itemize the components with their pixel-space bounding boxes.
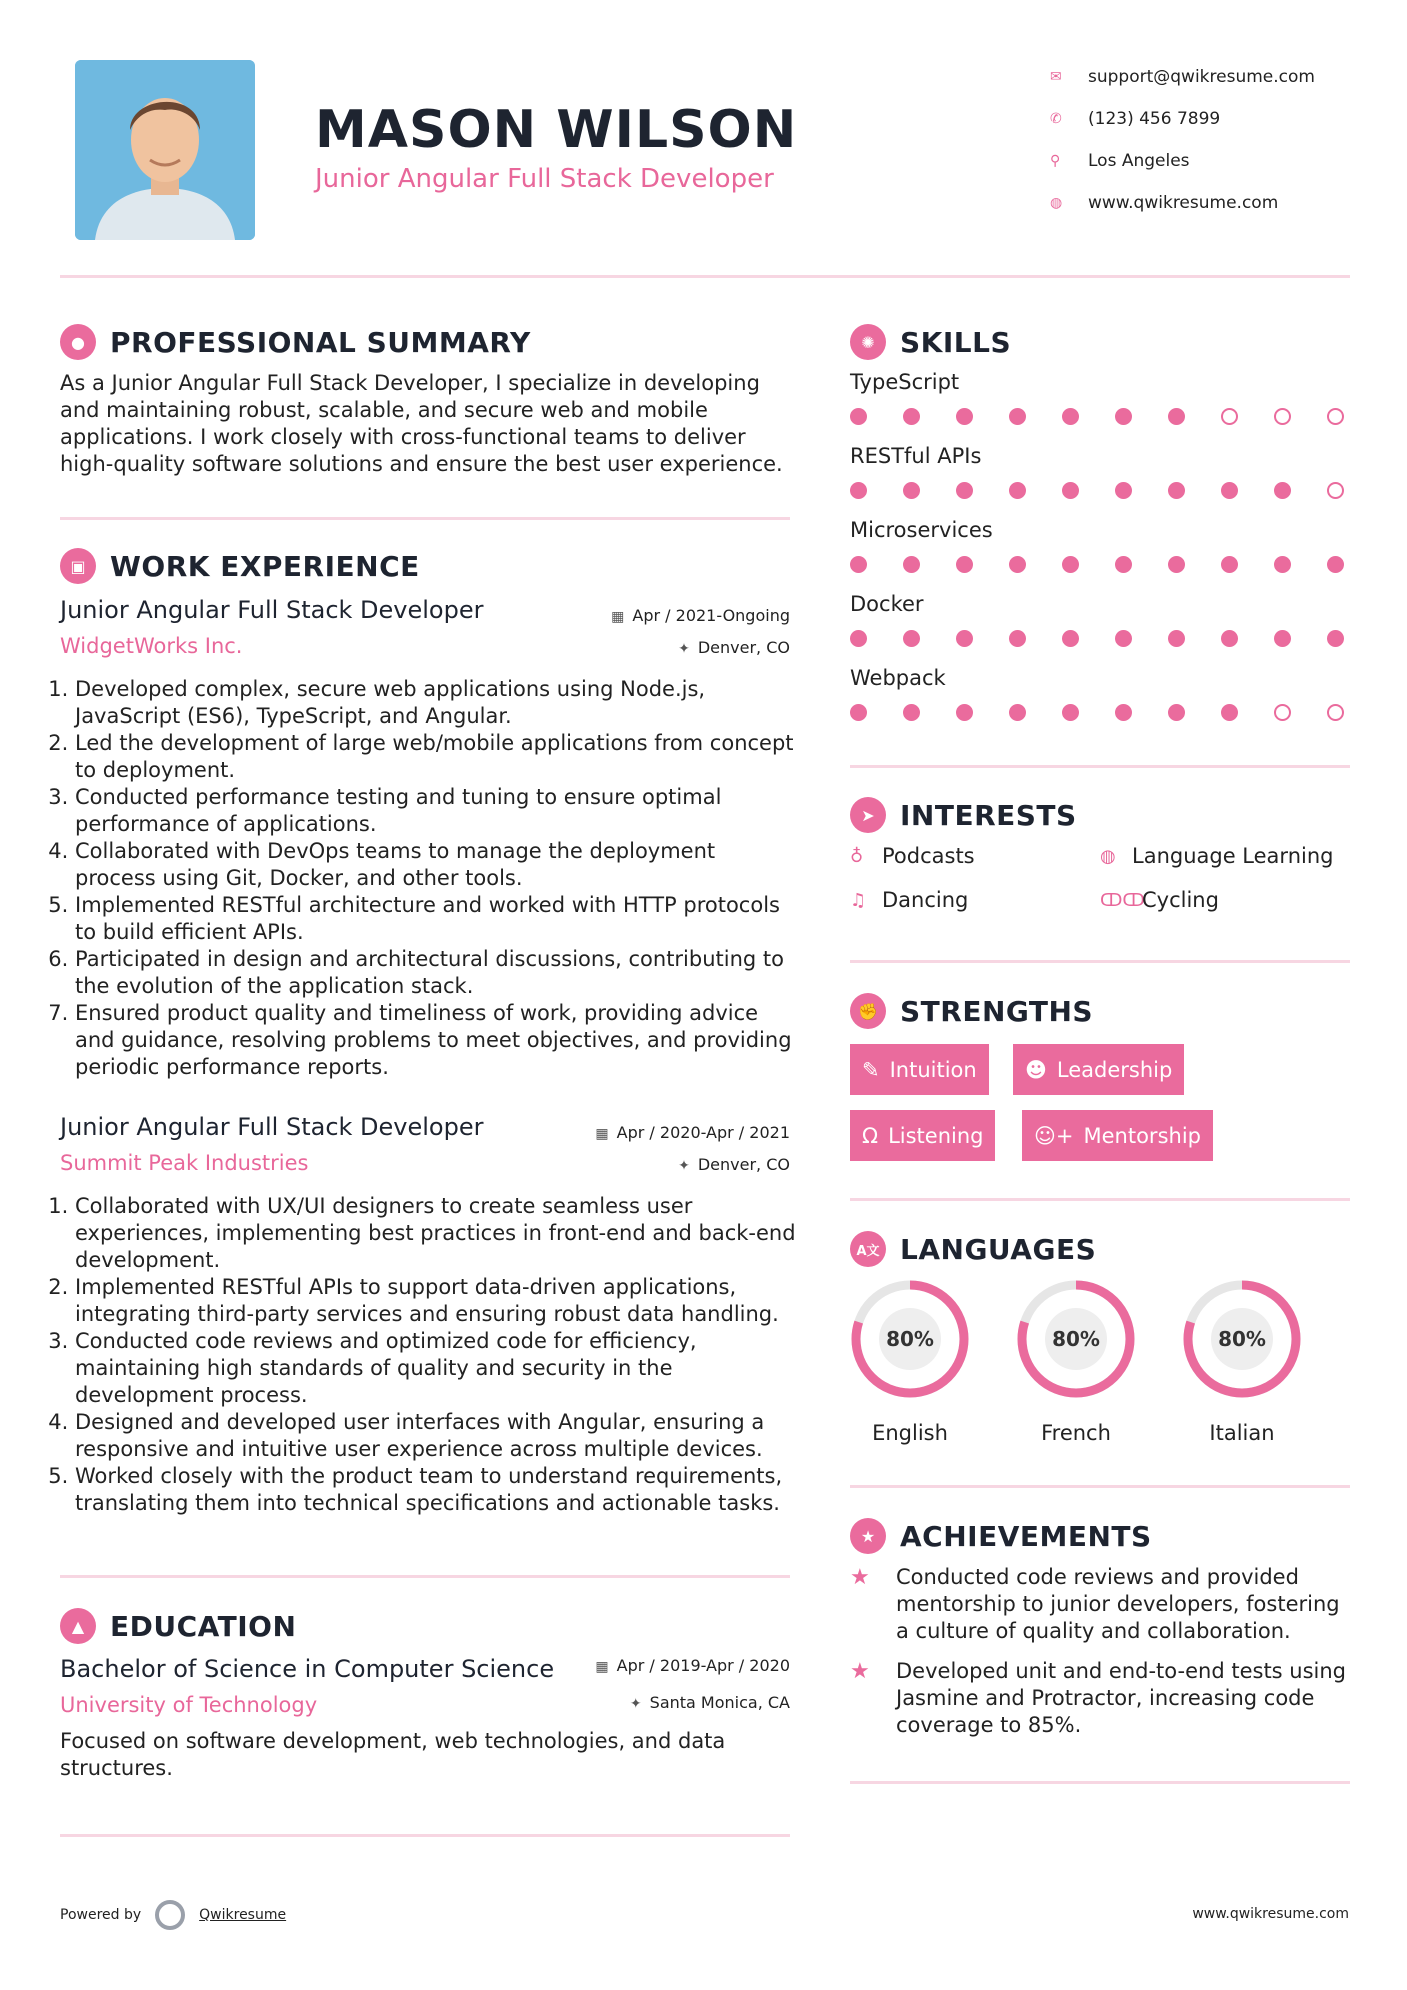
skill-dot bbox=[903, 408, 920, 425]
strength-label: Intuition bbox=[889, 1057, 977, 1082]
bicycle-icon: ↀↀ bbox=[1100, 889, 1145, 911]
contact-phone-text: (123) 456 7899 bbox=[1088, 109, 1221, 129]
contact-email-text: support@qwikresume.com bbox=[1088, 67, 1315, 87]
qwikresume-logo-icon bbox=[155, 1900, 185, 1930]
language-percent: 80% bbox=[1045, 1308, 1107, 1370]
skill-dot bbox=[1168, 408, 1185, 425]
experience-divider bbox=[60, 1575, 790, 1578]
skill-dot bbox=[1327, 408, 1344, 425]
fist-icon: ✊ bbox=[850, 993, 886, 1029]
list-item: 4. Collaborated with DevOps teams to manage the deployment process using Git, Docker, and other tools. bbox=[75, 838, 796, 892]
strength-badge bbox=[850, 1044, 989, 1095]
job-company: Summit Peak Industries bbox=[60, 1151, 309, 1175]
interest-item bbox=[1100, 888, 1219, 912]
job-location bbox=[490, 638, 790, 657]
skill-dot bbox=[1115, 556, 1132, 573]
candidate-name: MASON WILSON bbox=[315, 100, 798, 160]
job-location-text: Denver, CO bbox=[697, 1155, 790, 1174]
job-title: Junior Angular Full Stack Developer bbox=[60, 1113, 484, 1141]
pin-icon: ✦ bbox=[629, 1696, 642, 1712]
skill-dot bbox=[1115, 704, 1132, 721]
achievement-item bbox=[850, 1564, 1350, 1645]
strength-badge bbox=[1022, 1110, 1213, 1161]
magic-wand-icon: ✎ bbox=[862, 1057, 880, 1082]
skill-dot bbox=[1221, 630, 1238, 647]
skill-name: TypeScript bbox=[850, 370, 960, 394]
footer-brand bbox=[60, 1900, 286, 1930]
interests-heading bbox=[850, 797, 1077, 833]
achievements-title: ACHIEVEMENTS bbox=[900, 1519, 1152, 1553]
language-percent: 80% bbox=[879, 1308, 941, 1370]
achievements-divider bbox=[850, 1781, 1350, 1784]
skill-dot bbox=[1274, 482, 1291, 499]
interest-item bbox=[850, 844, 975, 868]
skill-dot bbox=[956, 556, 973, 573]
qwikresume-link[interactable]: Qwikresume bbox=[199, 1907, 287, 1923]
achievement-text: Developed unit and end-to-end tests using Jasmine and Protractor, increasing code coverage to 85%. bbox=[896, 1659, 1347, 1737]
skill-dot bbox=[956, 482, 973, 499]
skill-dot bbox=[1168, 556, 1185, 573]
strength-badge bbox=[850, 1110, 995, 1161]
skill-dot bbox=[903, 482, 920, 499]
language-name: Italian bbox=[1209, 1421, 1275, 1445]
calendar-icon: ▦ bbox=[595, 1659, 609, 1675]
globe-icon: ◍ bbox=[1100, 845, 1116, 867]
briefcase-icon: ▣ bbox=[60, 548, 96, 584]
skill-dot bbox=[1274, 556, 1291, 573]
summary-text: As a Junior Angular Full Stack Developer, I specialize in developing and maintaining robust, scalable, and secure web and mobile applications. I work closely with cross-functional teams to deliver high-quality software solutions and ensure the best user experience. bbox=[60, 371, 783, 476]
skill-level bbox=[850, 408, 1344, 425]
summary-heading bbox=[60, 324, 531, 360]
list-item: 3. Conducted performance testing and tuning to ensure optimal performance of applications. bbox=[75, 784, 796, 838]
job-company: WidgetWorks Inc. bbox=[60, 634, 243, 658]
skill-name: Microservices bbox=[850, 518, 993, 542]
skill-dot bbox=[1221, 704, 1238, 721]
achievements-heading bbox=[850, 1518, 1152, 1554]
skill-dot bbox=[1009, 408, 1026, 425]
candidate-title: Junior Angular Full Stack Developer bbox=[315, 164, 774, 194]
contact-website[interactable] bbox=[1050, 182, 1350, 224]
skill-dot bbox=[1274, 630, 1291, 647]
skill-row bbox=[850, 518, 1350, 592]
interest-label: Language Learning bbox=[1132, 844, 1334, 868]
skill-dot bbox=[1062, 482, 1079, 499]
skill-dot bbox=[1221, 482, 1238, 499]
map-pin-icon: ⚲ bbox=[1050, 153, 1061, 169]
music-note-icon: ♫ bbox=[850, 889, 867, 911]
skill-dot bbox=[956, 408, 973, 425]
skill-level bbox=[850, 704, 1344, 721]
skill-dot bbox=[1062, 704, 1079, 721]
list-item: 3. Conducted code reviews and optimized code for efficiency, maintaining high standards of quality and security in the development process. bbox=[75, 1328, 796, 1409]
calendar-icon: ▦ bbox=[611, 609, 625, 625]
profile-photo bbox=[75, 60, 255, 240]
skill-dot bbox=[903, 630, 920, 647]
list-item: 6. Participated in design and architectural discussions, contributing to the evolution of the application stack. bbox=[75, 946, 796, 1000]
skills-title: SKILLS bbox=[900, 325, 1012, 359]
skills-heading bbox=[850, 324, 1011, 360]
education-divider bbox=[60, 1834, 790, 1837]
interest-label: Podcasts bbox=[882, 844, 975, 868]
skill-dot bbox=[1168, 482, 1185, 499]
skill-dot bbox=[903, 704, 920, 721]
summary-divider bbox=[60, 517, 790, 520]
language-name: French bbox=[1041, 1421, 1111, 1445]
skill-dot bbox=[850, 408, 867, 425]
phone-icon: ✆ bbox=[1050, 111, 1062, 127]
graduation-icon: ▲ bbox=[60, 1608, 96, 1644]
users-icon: ☻ bbox=[1025, 1057, 1047, 1082]
interests-divider bbox=[850, 960, 1350, 963]
interest-item bbox=[1100, 844, 1333, 868]
list-item: 2. Led the development of large web/mobile applications from concept to deployment. bbox=[75, 730, 796, 784]
achievement-item bbox=[850, 1658, 1350, 1739]
skill-dot bbox=[850, 556, 867, 573]
skill-dot bbox=[1327, 704, 1344, 721]
skill-name: Webpack bbox=[850, 666, 946, 690]
education-description: Focused on software development, web technologies, and data structures. bbox=[60, 1729, 726, 1780]
skill-dot bbox=[1168, 704, 1185, 721]
skill-dot bbox=[1062, 408, 1079, 425]
skill-level bbox=[850, 630, 1344, 647]
contact-website-text: www.qwikresume.com bbox=[1088, 193, 1279, 213]
strength-label: Mentorship bbox=[1083, 1123, 1201, 1148]
skill-dot bbox=[1115, 408, 1132, 425]
education-location bbox=[490, 1693, 790, 1712]
job-bullets bbox=[56, 676, 796, 1081]
skills-divider bbox=[850, 765, 1350, 768]
headphones-icon: Ω bbox=[862, 1123, 879, 1148]
experience-title: WORK EXPERIENCE bbox=[110, 549, 420, 583]
job-dates bbox=[490, 1123, 790, 1142]
job-bullets bbox=[56, 1193, 796, 1517]
list-item: 1. Collaborated with UX/UI designers to create seamless user experiences, implementing best practices in front-end and back-end development. bbox=[75, 1193, 796, 1274]
list-item: 1. Developed complex, secure web applications using Node.js, JavaScript (ES6), TypeScript, and Angular. bbox=[75, 676, 796, 730]
job-dates-text: Apr / 2020-Apr / 2021 bbox=[616, 1123, 790, 1142]
job-location-text: Denver, CO bbox=[697, 638, 790, 657]
interest-item bbox=[850, 888, 968, 912]
skill-dot bbox=[850, 482, 867, 499]
education-dates bbox=[490, 1656, 790, 1675]
skill-row bbox=[850, 370, 1350, 444]
skill-level bbox=[850, 482, 1344, 499]
languages-divider bbox=[850, 1485, 1350, 1488]
skill-row bbox=[850, 444, 1350, 518]
skill-dot bbox=[903, 556, 920, 573]
skill-dot bbox=[1327, 482, 1344, 499]
skill-row bbox=[850, 666, 1350, 740]
star-icon: ★ bbox=[850, 1659, 870, 1684]
job-location bbox=[490, 1155, 790, 1174]
calendar-icon: ▦ bbox=[595, 1126, 609, 1142]
language-item bbox=[1014, 1277, 1138, 1445]
skill-name: RESTful APIs bbox=[850, 444, 982, 468]
language-percent: 80% bbox=[1211, 1308, 1273, 1370]
skill-level bbox=[850, 556, 1344, 573]
education-dates-text: Apr / 2019-Apr / 2020 bbox=[616, 1656, 790, 1675]
education-title: EDUCATION bbox=[110, 1609, 297, 1643]
skill-dot bbox=[1009, 556, 1026, 573]
powered-by-label: Powered by bbox=[60, 1907, 142, 1923]
skill-dot bbox=[1168, 630, 1185, 647]
skill-dot bbox=[1115, 630, 1132, 647]
strengths-title: STRENGTHS bbox=[900, 994, 1094, 1028]
skill-dot bbox=[1327, 630, 1344, 647]
achievement-text: Conducted code reviews and provided mentorship to junior developers, fostering a culture of quality and collaboration. bbox=[896, 1565, 1340, 1643]
language-item bbox=[848, 1277, 972, 1445]
skill-dot bbox=[1062, 556, 1079, 573]
star-icon: ★ bbox=[850, 1565, 870, 1590]
skill-dot bbox=[850, 704, 867, 721]
contact-location bbox=[1050, 140, 1350, 182]
contact-list bbox=[1050, 56, 1350, 224]
languages-title: LANGUAGES bbox=[900, 1232, 1097, 1266]
pin-icon: ✦ bbox=[678, 641, 690, 657]
paper-plane-icon: ➤ bbox=[850, 797, 886, 833]
job-dates bbox=[490, 606, 790, 625]
skill-dot bbox=[850, 630, 867, 647]
list-item: 5. Worked closely with the product team to understand requirements, translating them into technical specifications and actionable tasks. bbox=[75, 1463, 796, 1517]
skill-dot bbox=[1115, 482, 1132, 499]
list-item: 2. Implemented RESTful APIs to support data-driven applications, integrating third-party services and ensuring robust data handling. bbox=[75, 1274, 796, 1328]
user-icon: ● bbox=[60, 324, 96, 360]
list-item: 5. Implemented RESTful architecture and worked with HTTP protocols to build efficient APIs. bbox=[75, 892, 796, 946]
strength-label: Leadership bbox=[1056, 1057, 1173, 1082]
pin-icon: ✦ bbox=[678, 1158, 690, 1174]
education-heading bbox=[60, 1608, 296, 1644]
job-title: Junior Angular Full Stack Developer bbox=[60, 596, 484, 624]
skill-dot bbox=[1221, 556, 1238, 573]
skill-row bbox=[850, 592, 1350, 666]
skills-list bbox=[850, 370, 1350, 740]
language-name: English bbox=[872, 1421, 948, 1445]
header-divider bbox=[60, 275, 1350, 278]
interests-title: INTERESTS bbox=[900, 798, 1077, 832]
language-icon: A文 bbox=[850, 1231, 886, 1267]
user-plus-icon: ☺+ bbox=[1034, 1123, 1074, 1148]
envelope-icon: ✉ bbox=[1050, 69, 1062, 85]
interest-label: Dancing bbox=[882, 888, 969, 912]
experience-heading bbox=[60, 548, 420, 584]
star-badge-icon: ★ bbox=[850, 1518, 886, 1554]
degree-title: Bachelor of Science in Computer Science bbox=[60, 1655, 555, 1683]
skill-dot bbox=[1274, 704, 1291, 721]
list-item: 7. Ensured product quality and timeliness of work, providing advice and guidance, resolving problems to meet objectives, and providing periodic performance reports. bbox=[75, 1000, 796, 1081]
school-name: University of Technology bbox=[60, 1693, 318, 1717]
contact-location-text: Los Angeles bbox=[1088, 151, 1190, 171]
contact-phone[interactable] bbox=[1050, 98, 1350, 140]
skill-dot bbox=[1009, 630, 1026, 647]
strength-label: Listening bbox=[888, 1123, 984, 1148]
skill-name: Docker bbox=[850, 592, 924, 616]
skill-dot bbox=[1009, 482, 1026, 499]
skill-dot bbox=[1062, 630, 1079, 647]
list-item: 4. Designed and developed user interfaces with Angular, ensuring a responsive and intuitive user experience across multiple devices. bbox=[75, 1409, 796, 1463]
summary-title: PROFESSIONAL SUMMARY bbox=[110, 325, 531, 359]
footer-url[interactable]: www.qwikresume.com bbox=[1192, 1906, 1349, 1922]
skill-dot bbox=[1274, 408, 1291, 425]
interest-label: Cycling bbox=[1142, 888, 1219, 912]
language-item bbox=[1180, 1277, 1304, 1445]
lightbulb-icon: ✺ bbox=[850, 324, 886, 360]
job-dates-text: Apr / 2021-Ongoing bbox=[632, 606, 790, 625]
microphone-icon: ♁ bbox=[850, 845, 864, 867]
skill-dot bbox=[1009, 704, 1026, 721]
skill-dot bbox=[956, 630, 973, 647]
skill-dot bbox=[1327, 556, 1344, 573]
education-location-text: Santa Monica, CA bbox=[649, 1693, 790, 1712]
strengths-heading bbox=[850, 993, 1093, 1029]
skill-dot bbox=[956, 704, 973, 721]
globe-icon: ◍ bbox=[1050, 195, 1063, 211]
contact-email[interactable] bbox=[1050, 56, 1350, 98]
skill-dot bbox=[1221, 408, 1238, 425]
languages-heading bbox=[850, 1231, 1096, 1267]
strength-badge bbox=[1013, 1044, 1184, 1095]
strengths-divider bbox=[850, 1198, 1350, 1201]
